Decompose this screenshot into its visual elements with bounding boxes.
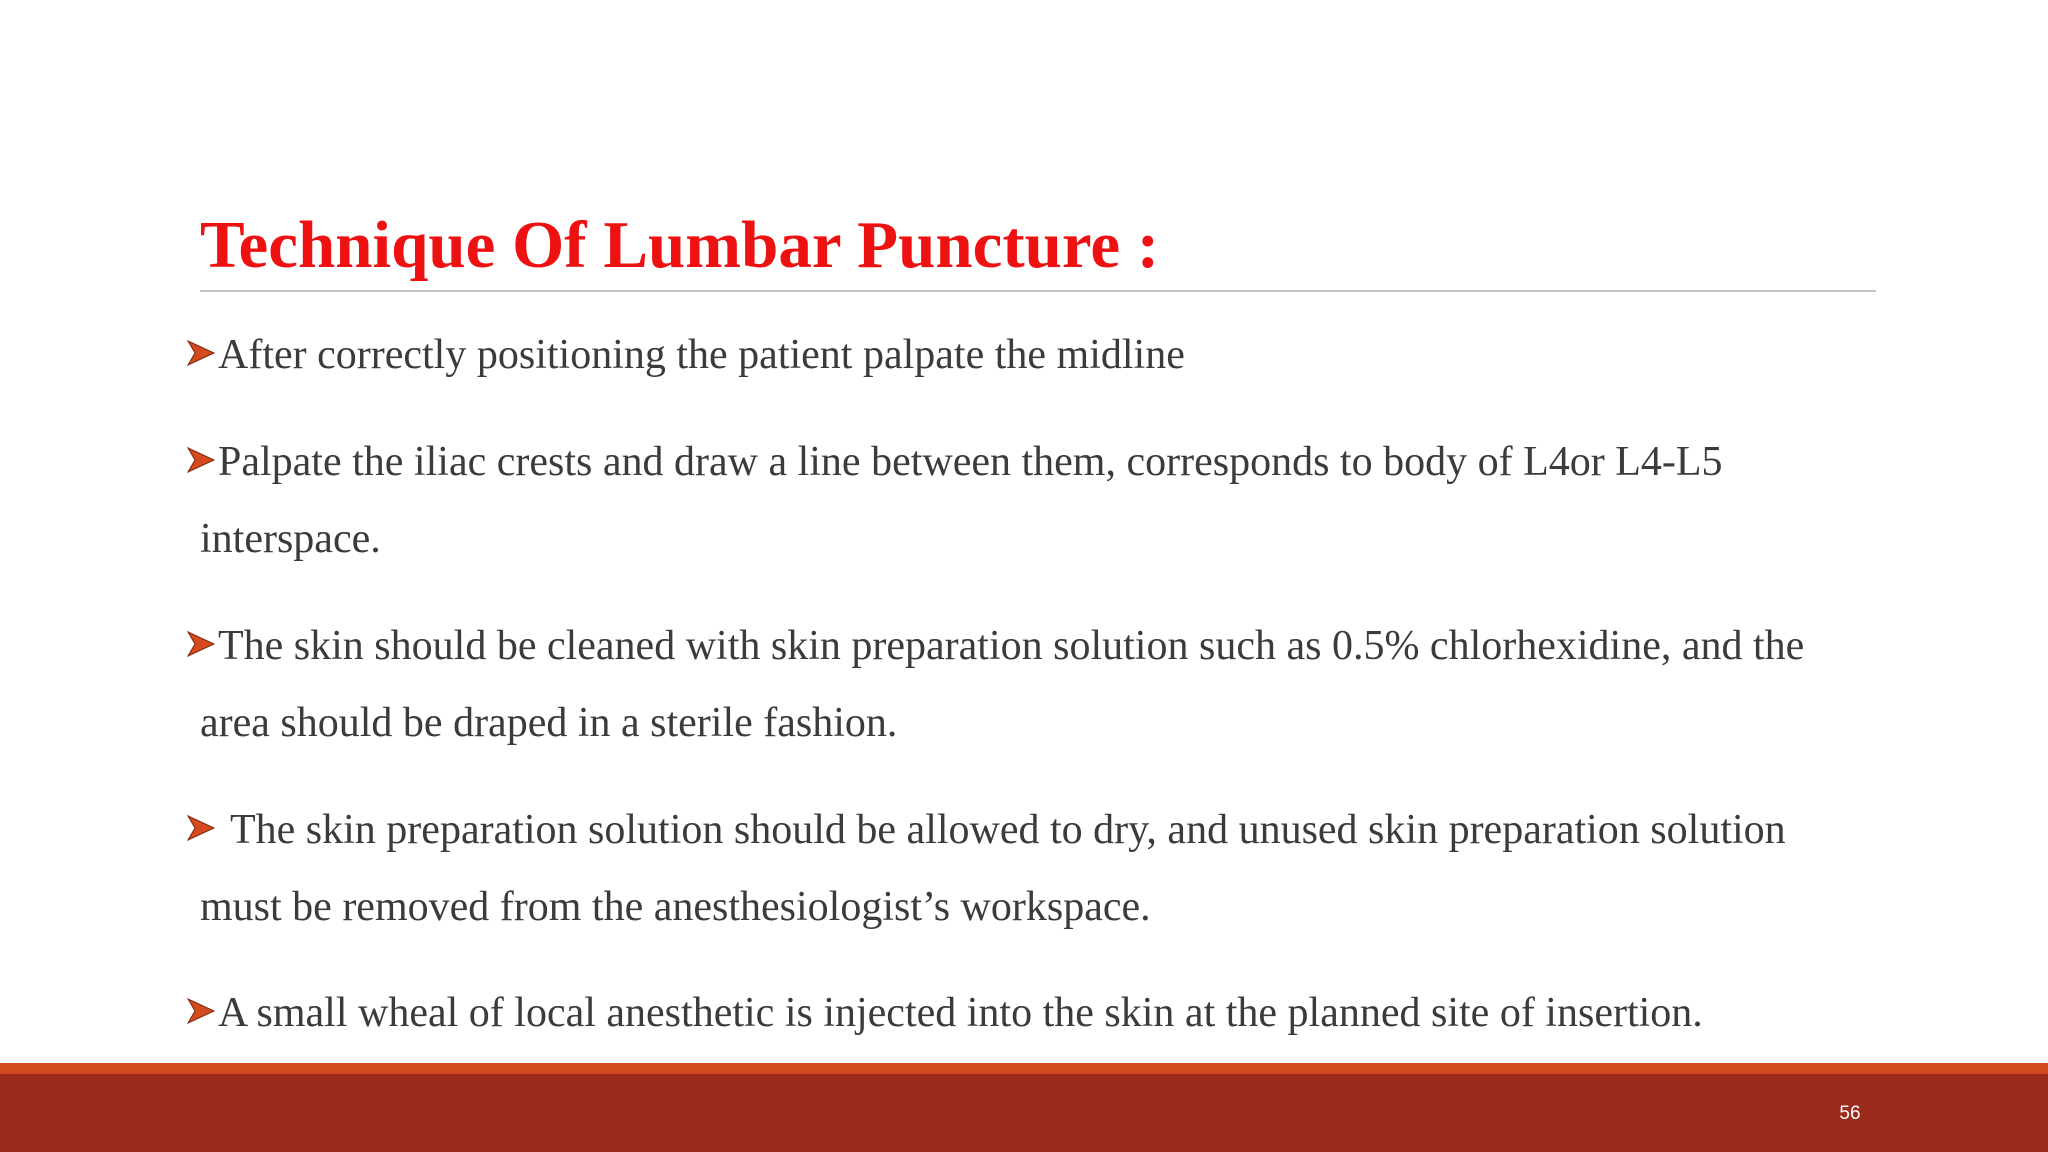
- bullet-text: The skin preparation solution should be allowed to dry, and unused skin preparation solution: [230, 807, 1786, 853]
- arrow-bullet-icon: [186, 996, 216, 1026]
- bullet-text-continuation: must be removed from the anesthesiologist’s workspace.: [200, 884, 1151, 930]
- page-number: 56: [1839, 1103, 1861, 1124]
- arrow-bullet-icon: [186, 338, 216, 368]
- slide-title: Technique Of Lumbar Puncture :: [200, 208, 1160, 282]
- arrow-bullet-icon: [186, 445, 216, 475]
- bullet-text: A small wheal of local anesthetic is injected into the skin at the planned site of insertion.: [218, 990, 1703, 1036]
- bullet-text: The skin should be cleaned with skin preparation solution such as 0.5% chlorhexidine, and the: [218, 623, 1805, 669]
- bullet-text: Palpate the iliac crests and draw a line between them, corresponds to body of L4or L4-L5: [218, 439, 1723, 485]
- arrow-bullet-icon: [186, 629, 216, 659]
- bullet-text-continuation: area should be draped in a sterile fashion.: [200, 700, 898, 746]
- bullet-text: After correctly positioning the patient palpate the midline: [218, 332, 1185, 378]
- footer-accent-stripe: [0, 1063, 2048, 1074]
- arrow-bullet-icon: [186, 813, 216, 843]
- footer-band: [0, 1074, 2048, 1152]
- bullet-text-continuation: interspace.: [200, 516, 381, 562]
